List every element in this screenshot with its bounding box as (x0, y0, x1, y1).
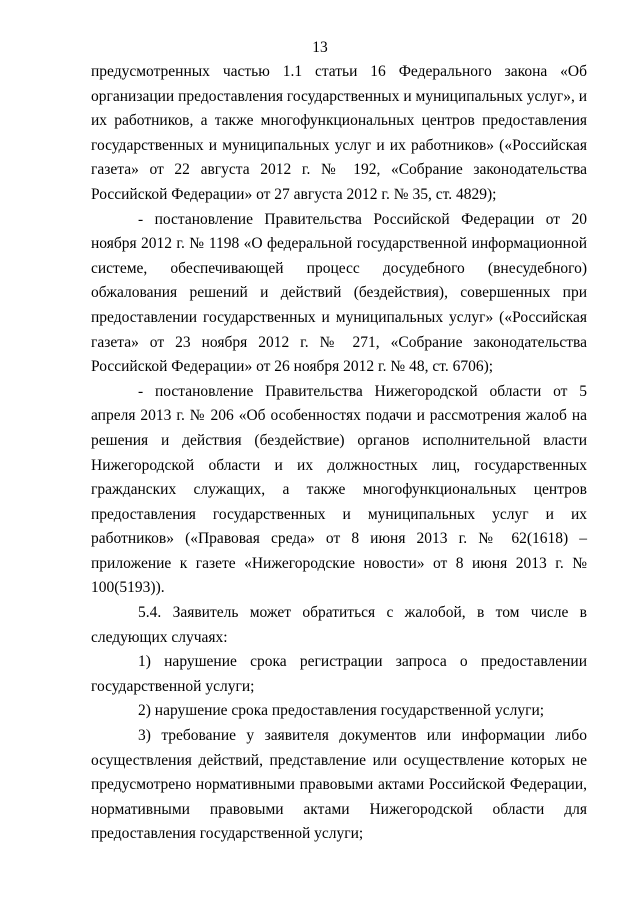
paragraph-5: 1) нарушение срока регистрации запроса о предоставлении государственной услуги; (91, 653, 587, 695)
page-number: 13 (312, 39, 328, 56)
paragraph-4: 5.4. Заявитель может обратиться с жалобой, в том числе в следующих случаях: (91, 604, 587, 646)
paragraph-7: 3) требование у заявителя документов или информации либо осуществления действий, представление или осуществление которых не предусмотрено нормативными правовыми актами Российской Федерации, нормативными правовыми актами Нижегородской области для предоставления государственной услуги; (91, 727, 587, 843)
document-body (91, 60, 587, 847)
paragraph-3: - постановление Правительства Нижегородской области от 5 апреля 2013 г. № 206 «Об особенностях подачи и рассмотрения жалоб на решения и действия (бездействие) органов исполнительной власти Нижегородской области и их должностных лиц, государственных гражданских служащих, а также многофункциональных центров предоставления государственных и муниципальных услуг и их работников» («Правовая среда» от 8 июня 2013 г. № 62(1618) – приложение к газете «Нижегородские новости» от 8 июня 2013 г. № 100(5193)). (91, 382, 587, 597)
paragraph-6: 2) нарушение срока предоставления государственной услуги; (138, 702, 545, 720)
paragraph-1: предусмотренных частью 1.1 статьи 16 Федерального закона «Об организации предоставления государственных и муниципальных услуг», и их работников, а также многофункциональных центров предоставления государственных и муниципальных услуг и их работников» («Российская газета» от 22 августа 2012 г. № 192, «Собрание законодательства Российской Федерации» от 27 августа 2012 г. № 35, ст. 4829); (91, 63, 587, 203)
paragraph-2: - постановление Правительства Российской Федерации от 20 ноября 2012 г. № 1198 «О федеральной государственной информационной системе, обеспечивающей процесс досудебного (внесудебного) обжалования решений и действий (бездействия), совершенных при предоставлении государственных и муниципальных услуг» («Российская газета» от 23 ноября 2012 г. № 271, «Собрание законодательства Российской Федерации» от 26 ноября 2012 г. № 48, ст. 6706); (91, 210, 587, 376)
